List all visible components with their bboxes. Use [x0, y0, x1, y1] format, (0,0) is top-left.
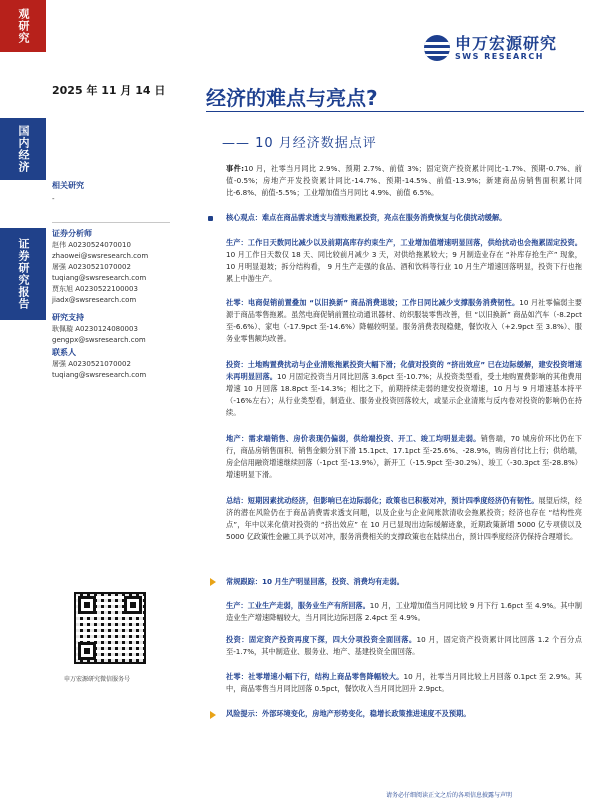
company-logo [424, 32, 584, 64]
tracking-bullet-icon [210, 578, 216, 586]
related-research-heading: 相关研究 [52, 181, 84, 190]
core-view [226, 212, 582, 224]
header-rule [206, 111, 584, 112]
analysts-heading: 证券分析师 [52, 229, 92, 238]
qr-code [74, 592, 146, 664]
consumption-text: 10 月社零偏弱主要源于商品零售拖累。虽然电商促销前置拉动通讯器材、纺织服装零售改善，但 “以旧换新” 商品如汽车（-8.2pct 至-6.6%）、家电（-17.9pct 至-14.6%）降幅较明显。服务消费表现稳健，餐饮收入（+2.9pct 至 3.8%）、服务业零售额均改善。 [226, 298, 582, 343]
production-paragraph [226, 237, 582, 285]
contact-heading: 联系人 [52, 348, 76, 357]
risk-bullet-icon [210, 711, 216, 719]
contact-line: 屠强 A0230521070002 [52, 360, 131, 368]
production-heading: 生产：工作日天数同比减少以及前期高库存约束生产，工业增加值增速明显回落，供给扰动也会拖累固定投资。 [226, 238, 582, 247]
investment-text: 10 月固定投资当月同比回落 3.6pct 至-10.7%；从投资类型看，受土地购置费影响的其他费用增速 10 月回落 18.8pct 至-14.3%；相比之下，前期持续走弱的建安投资增速，10 月与 9 月增速基本持平（-16%左右）；从行业类型看，制造业、服务业投资回落较大，或显示企业清账与反内卷对投资的影响仍在持续。 [226, 372, 582, 417]
footer-disclaimer: 请务必仔细阅读正文之后的各项信息披露与声明 [386, 792, 513, 799]
logo-en-text: SWS RESEARCH [455, 51, 544, 61]
core-view-heading: 核心观点：难点在商品需求透支与清账拖累投资，亮点在服务消费恢复与化债扰动缓解。 [226, 213, 507, 222]
related-research-dash: - [52, 195, 55, 203]
report-title: 经济的难点与亮点? [206, 86, 378, 110]
investment-heading: 投资：土地购置费扰动与企业清账拖累投资大幅下滑；化债对投资的 “挤出效应” 已在边际缓解，建安投资增速未再明显回落。 [226, 360, 582, 381]
tracking-heading-block [226, 576, 582, 588]
logo-cn-text: 申万宏源研究 [455, 33, 558, 53]
real-estate-heading: 地产：需求端销售、房价表现仍偏弱，供给端投资、开工、竣工均明显走弱。 [226, 434, 481, 443]
analyst-email[interactable]: tuqiang@swsresearch.com [52, 274, 147, 282]
summary-heading: 总结：短期因素扰动经济，但影响已在边际弱化；政策也已积极对冲，预计四季度经济仍有韧性。 [226, 496, 539, 505]
summary-text: 展望后续，经济的潜在风险仍在于商品消费需求透支问题，以及企业与企业间账款清收会拖累投资；经济也存在 “结构性亮点”，年中以来化债对投资的 “挤出效应” 在 10 月已显现出边际缓解迹象，近期政策新增 5000 亿专项债以及 5000 亿政策性金融工具予以对冲，服务消费相关的支撑政策也在陆续出台，预计四季度经济仍保持合理增长。 [226, 496, 582, 541]
tracking-consumption-heading: 社零：社零增速小幅下行，结构上商品零售降幅较大。 [226, 672, 404, 681]
production-text: 10 月工作日天数仅 18 天、同比较前月减少 3 天，对供给拖累较大；9 月制造业存在 “补库存抢生产” 现象，10 月明显退坡；拆分结构看， 9 月生产走强的食品、酒和饮料等行业 10 月生产增速回落明显，投资下行也拖累上中游生产。 [226, 250, 582, 283]
sidebar-divider [52, 222, 170, 223]
real-estate-paragraph [226, 433, 582, 481]
analyst-line: 贾东旭 A0230522100003 [52, 285, 138, 293]
analyst-email[interactable]: zhaowei@swsresearch.com [52, 252, 149, 260]
support-line: 耿佩璇 A0230124080003 [52, 325, 138, 333]
side-report-type-label: 证券研究报告 [17, 238, 30, 310]
side-category-label: 国内经济 [17, 125, 30, 173]
analyst-line: 赵伟 A0230524070010 [52, 241, 131, 249]
tracking-investment-paragraph [226, 634, 582, 658]
tracking-production-text: 10 月，工业增加值当月同比较 9 月下行 1.6pct 至 4.9%。其中制造业生产增速降幅较大，当月同比边际回落 2.4pct 至 4.9%。 [226, 601, 582, 622]
logo-mark-icon [424, 35, 450, 61]
real-estate-text: 销售端，70 城房价环比仍在下行，商品房销售面积、销售金额分别下滑 15.1pct、17.1pct 至-25.6%、-28.9%，购房首付比上行；供给端，房企信用融资增速继续回落（-1pct 至-13.9%），新开工（-15.9pct 至-30.2%）、竣工（-30.3pct 至-28.8%）增速明显下滑。 [226, 434, 582, 479]
contact-email[interactable]: tuqiang@swsresearch.com [52, 371, 147, 379]
qr-caption: 申万宏源研究微信服务号 [64, 676, 131, 683]
side-strip [0, 0, 46, 800]
event-text: 10 月，社零当月同比 2.9%、预期 2.7%、前值 3%；固定资产投资累计同比-1.7%、预期-0.7%、前值-0.5%；房地产开发投资累计同比-14.7%、预期-14.5%、前值-13.9%；新建商品房销售面积累计同比-6.8%、前值-5.5%；工业增加值当月同比 4.9%、前值 6.5%。 [226, 164, 582, 197]
report-date: 2025 年 11 月 14 日 [52, 84, 166, 97]
tracking-production-heading: 生产：工业生产走弱，服务业生产有所回落。 [226, 601, 370, 610]
core-bullet-icon [208, 216, 213, 221]
event-paragraph [226, 163, 582, 199]
analyst-email[interactable]: jiadx@swsresearch.com [52, 296, 137, 304]
summary-paragraph [226, 495, 582, 543]
research-support-heading: 研究支持 [52, 313, 84, 322]
tracking-production-paragraph [226, 600, 582, 624]
risk-heading: 风险提示：外部环境变化，房地产形势变化，稳增长政策推进速度不及预期。 [226, 709, 471, 718]
investment-paragraph [226, 359, 582, 419]
tracking-heading: 常规跟踪：10 月生产明显回落，投资、消费均有走弱。 [226, 577, 404, 586]
consumption-heading: 社零：电商促销前置叠加 “以旧换新” 商品消费退坡；工作日同比减少支撑服务消费韧性。 [226, 298, 520, 307]
event-heading: 事件: [226, 164, 245, 173]
tracking-consumption-text: 10 月，社零当月同比较上月回落 0.1pct 至 2.9%。其中，商品零售当月同比回落 0.5pct，餐饮收入当月同比回升 2.9pct。 [226, 672, 582, 693]
risk-block [226, 708, 582, 720]
tracking-investment-text: 10 月，固定资产投资累计同比回落 1.2 个百分点至-1.7%，其中制造业、服务业、地产、基建投资全面回落。 [226, 635, 582, 656]
analyst-line: 屠强 A0230521070002 [52, 263, 131, 271]
side-top-label: 观研究 [17, 8, 30, 44]
tracking-investment-heading: 投资：固定资产投资再度下探，四大分项投资全面回落。 [226, 635, 417, 644]
consumption-paragraph [226, 297, 582, 345]
support-email[interactable]: gengpx@swsresearch.com [52, 336, 146, 344]
tracking-consumption-paragraph [226, 671, 582, 695]
report-subtitle: —— 10 月经济数据点评 [222, 136, 377, 151]
